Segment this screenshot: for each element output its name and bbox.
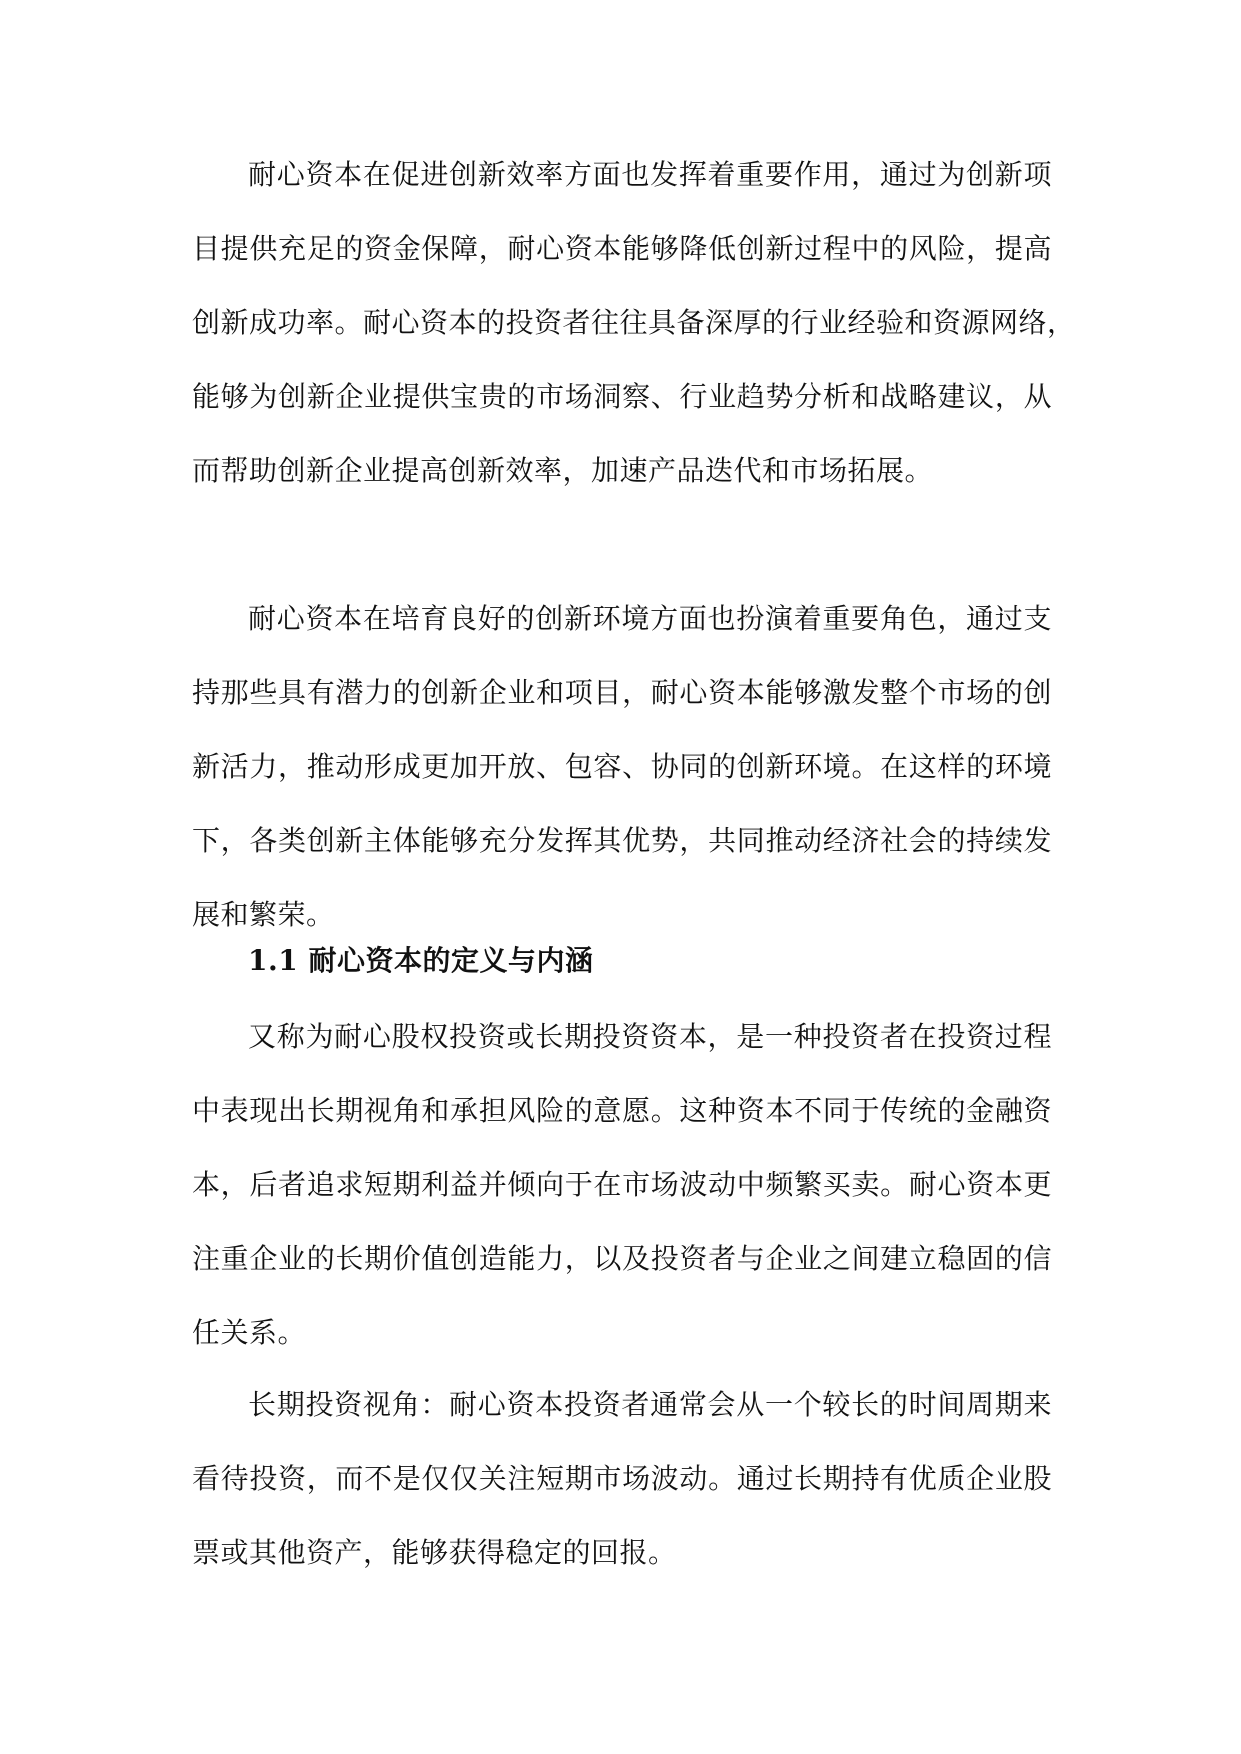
- paragraph-line: 耐心资本在促进创新效率方面也发挥着重要作用，通过为创新项: [248, 158, 1052, 191]
- paragraph-line: 目提供充足的资金保障，耐心资本能够降低创新过程中的风险，提高: [192, 232, 1052, 265]
- paragraph-line: 票或其他资产，能够获得稳定的回报。: [192, 1536, 677, 1569]
- paragraph-line: 耐心资本在培育良好的创新环境方面也扮演着重要角色，通过支: [248, 602, 1052, 635]
- paragraph-line: 创新成功率。耐心资本的投资者往往具备深厚的行业经验和资源网络，: [192, 306, 1076, 339]
- paragraph-line: 本，后者追求短期利益并倾向于在市场波动中频繁买卖。耐心资本更: [192, 1168, 1052, 1201]
- paragraph-line: 又称为耐心股权投资或长期投资资本，是一种投资者在投资过程: [248, 1020, 1052, 1053]
- paragraph-line: 持那些具有潜力的创新企业和项目，耐心资本能够激发整个市场的创: [192, 676, 1052, 709]
- paragraph-line: 看待投资，而不是仅仅关注短期市场波动。通过长期持有优质企业股: [192, 1462, 1052, 1495]
- paragraph-line: 新活力，推动形成更加开放、包容、协同的创新环境。在这样的环境: [192, 750, 1052, 783]
- paragraph-line: 注重企业的长期价值创造能力，以及投资者与企业之间建立稳固的信: [192, 1242, 1052, 1275]
- paragraph-line: 任关系。: [192, 1316, 307, 1349]
- paragraph-line: 长期投资视角：耐心资本投资者通常会从一个较长的时间周期来: [248, 1388, 1052, 1421]
- paragraph-line: 下，各类创新主体能够充分发挥其优势，共同推动经济社会的持续发: [192, 824, 1052, 857]
- paragraph-innovation-environment: [192, 582, 1052, 952]
- paragraph-innovation-efficiency: [192, 138, 1076, 508]
- section-heading: 1.1 耐心资本的定义与内涵: [248, 944, 594, 977]
- paragraph-line: 能够为创新企业提供宝贵的市场洞察、行业趋势分析和战略建议，从: [192, 380, 1052, 413]
- paragraph-line: 中表现出长期视角和承担风险的意愿。这种资本不同于传统的金融资: [192, 1094, 1052, 1127]
- paragraph-long-term-view: [192, 1368, 1052, 1590]
- paragraph-line: 展和繁荣。: [192, 898, 335, 931]
- paragraph-line: 而帮助创新企业提高创新效率，加速产品迭代和市场拓展。: [192, 454, 934, 487]
- paragraph-definition: [192, 1000, 1052, 1370]
